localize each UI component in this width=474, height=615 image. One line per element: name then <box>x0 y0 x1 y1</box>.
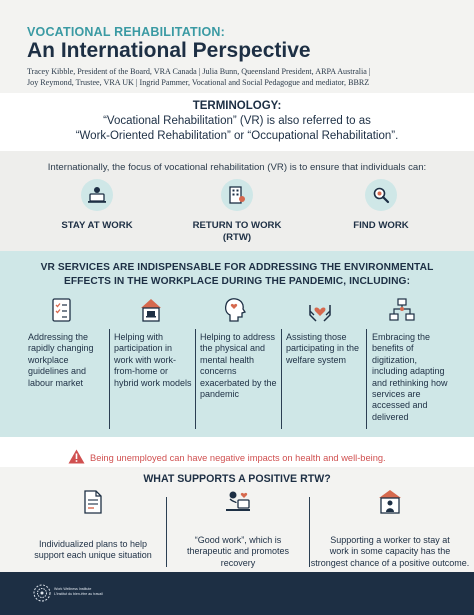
vr-divider <box>366 329 367 429</box>
focus-item-find-work <box>306 179 456 232</box>
footer-org-line-1: Work Wellness Institute <box>54 587 92 591</box>
authors <box>27 67 457 88</box>
laptop-worker-icon <box>81 179 113 211</box>
vr-services-heading <box>20 261 454 289</box>
focus-section <box>0 151 474 251</box>
support-text-stay-line-3: strongest chance of a positive outcome. <box>310 557 470 568</box>
vr-text-welfare: Assisting those participating in the welfare system <box>286 332 360 365</box>
home-work-icon <box>114 297 192 323</box>
vr-text-digitization: Embracing the benefits of digitization, including adapting and rethinking how services are accessed and delivered <box>372 332 448 422</box>
institute-logo-icon <box>32 583 52 608</box>
magnifier-icon <box>365 179 397 211</box>
support-item-good-work <box>163 489 313 569</box>
support-text-plans-line-1: Individualized plans to help <box>38 539 148 549</box>
support-text-good-work-line-2: therapeutic and promotes <box>186 546 290 557</box>
support-text-stay-at-work <box>310 535 470 569</box>
supports-section <box>0 467 474 572</box>
vr-services-section <box>0 251 474 437</box>
footer-org-name <box>54 587 103 597</box>
terminology-line-2: “Work-Oriented Rehabilitation” or “Occupational Rehabilitation”. <box>75 130 399 142</box>
warning-text: Being unemployed can have negative impacts on health and well-being. <box>90 453 386 463</box>
focus-label-return <box>162 220 312 244</box>
focus-intro: Internationally, the focus of vocational rehabilitation (VR) is to ensure that individuals can: <box>47 162 427 173</box>
support-text-good-work-line-3: recovery <box>220 557 256 568</box>
checklist-icon <box>28 297 106 323</box>
footer <box>0 572 474 615</box>
support-text-stay-line-2: work in some capacity has the <box>329 546 451 557</box>
focus-label-return-line-1: RETURN TO WORK <box>192 220 282 231</box>
focus-item-stay-at-work <box>22 179 172 232</box>
hands-care-icon <box>286 297 364 323</box>
vr-item-welfare <box>286 297 364 366</box>
focus-label-return-line-2: (RTW) <box>222 232 252 243</box>
authors-line-1: Tracey Kibble, President of the Board, VRA Canada | Julia Bunn, Queensland President, ARPA Australia | <box>27 67 371 76</box>
header <box>0 0 474 93</box>
terminology-section <box>0 93 474 151</box>
terminology-line-1: “Vocational Rehabilitation” (VR) is also referred to as <box>103 115 371 127</box>
focus-label-find: FIND WORK <box>353 220 409 231</box>
vr-divider <box>281 329 282 429</box>
support-text-stay-line-1: Supporting a worker to stay at <box>330 535 450 545</box>
authors-line-2: Joy Reymond, Trustee, VRA UK | Ingrid Pammer, Vocational and Social Pedagogue and mediator, BBRZ <box>27 77 370 87</box>
support-text-good-work-line-1: “Good work”, which is <box>194 535 282 545</box>
vr-heading-line-2: EFFECTS IN THE WORKPLACE DURING THE PANDEMIC, INCLUDING: <box>63 276 411 287</box>
vr-text-guidelines: Addressing the rapidly changing workplace guidelines and labour market <box>28 332 94 388</box>
vr-divider <box>195 329 196 429</box>
vr-divider <box>109 329 110 429</box>
warning-triangle-icon <box>68 449 85 469</box>
support-text-plans-line-2: support each unique situation <box>34 550 152 561</box>
vr-item-work-from-home <box>114 297 192 389</box>
building-worker-icon <box>310 489 470 517</box>
document-plan-icon <box>18 489 168 517</box>
support-text-plans <box>18 539 168 562</box>
office-building-icon <box>221 179 253 211</box>
focus-item-return-to-work <box>162 179 312 244</box>
good-work-desk-icon <box>163 489 313 517</box>
page-title: An International Perspective <box>27 39 311 62</box>
vr-text-health: Helping to address the physical and mental health concerns exacerbated by the pandemic <box>200 332 277 400</box>
support-text-good-work <box>163 535 313 569</box>
vr-heading-line-1: VR SERVICES ARE INDISPENSABLE FOR ADDRESSING THE ENVIRONMENTAL <box>40 262 434 273</box>
vr-item-guidelines <box>28 297 106 389</box>
support-item-plans <box>18 489 168 562</box>
head-heart-icon <box>200 297 278 323</box>
terminology-heading: TERMINOLOGY: <box>192 100 282 112</box>
digital-network-icon <box>372 297 450 323</box>
header-kicker: VOCATIONAL REHABILITATION: <box>27 25 226 39</box>
supports-heading: WHAT SUPPORTS A POSITIVE RTW? <box>143 473 331 485</box>
focus-label-stay: STAY AT WORK <box>61 220 133 231</box>
vr-item-digitization <box>372 297 450 423</box>
footer-org-line-2: L'institut du bien-être au travail <box>54 592 103 596</box>
vr-text-work-from-home: Helping with participation in work with work-from-home or hybrid work models <box>114 332 192 388</box>
vr-item-health <box>200 297 278 400</box>
support-item-stay-at-work <box>310 489 470 569</box>
